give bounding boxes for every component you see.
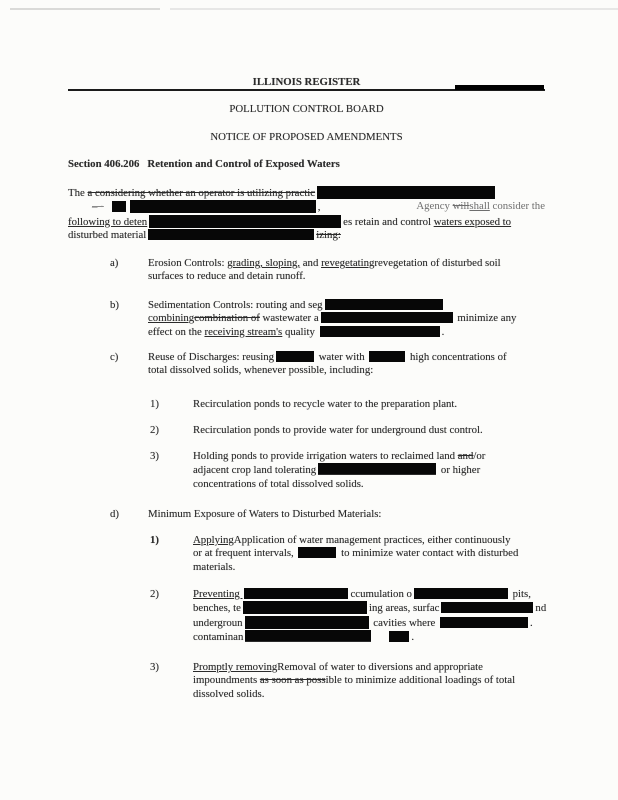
item-c-text: water with — [316, 351, 368, 363]
redaction-bar — [245, 616, 369, 629]
intro-text: consider the — [489, 200, 545, 213]
item-a — [110, 257, 545, 284]
item-d3-underlined-text: Promptly removing — [193, 661, 278, 673]
item-d2-text: nd — [535, 602, 547, 615]
redaction-bar — [130, 200, 316, 213]
section-heading — [68, 158, 340, 171]
item-a-text: surfaces to reduce and detain runoff. — [148, 270, 306, 283]
item-c3-label: 3) — [150, 450, 159, 462]
redaction-bar — [318, 463, 436, 475]
item-d2-text: ccumulation o — [350, 588, 412, 600]
item-c3-text: or higher — [438, 464, 481, 477]
redaction-bar — [276, 351, 314, 362]
intro-underlined-text: shall — [469, 200, 490, 213]
item-b-struck-text: combination of — [194, 312, 260, 325]
redaction-bar — [148, 229, 314, 240]
item-d2-text: benches, te — [193, 602, 241, 615]
redaction-bar — [369, 351, 405, 362]
intro-struck-text: izing: — [316, 228, 341, 241]
item-d2-text: undergroun — [193, 616, 243, 629]
item-a-text: and — [300, 257, 322, 269]
item-c3-text: Holding ponds to provide irrigation waters to reclaimed land — [193, 450, 458, 462]
scan-marks: – · — [92, 201, 104, 214]
item-d2-text: pits, — [509, 588, 531, 600]
intro-underlined-text: waters exposed to — [433, 215, 512, 228]
header-redaction-bar — [455, 85, 544, 90]
item-c3-text: /or — [473, 450, 486, 462]
item-d2-text: . — [530, 616, 533, 629]
notice-title: NOTICE OF PROPOSED AMENDMENTS — [210, 131, 403, 143]
redaction-bar — [298, 547, 336, 558]
item-d2-text: . — [411, 630, 415, 643]
item-a-text: Erosion Controls: — [148, 257, 228, 269]
item-d-heading: Minimum Exposure of Waters to Disturbed Materials: — [148, 508, 382, 520]
redaction-bar — [317, 186, 495, 199]
item-d2-text: ing areas, surfac — [368, 602, 440, 615]
intro-line-3 — [68, 215, 545, 229]
item-d2-text: contaminan — [193, 630, 244, 643]
item-a-text: revegetation of disturbed soil — [374, 257, 501, 269]
item-c-text: total dissolved solids, whenever possible, including: — [148, 364, 374, 377]
redaction-bar — [244, 588, 348, 599]
item-b-text: Sedimentation Controls: routing and seg — [148, 299, 323, 311]
item-d3-label: 3) — [150, 661, 159, 673]
item-a-underlined-text: revegetating — [321, 257, 375, 269]
item-b-text: minimize any — [454, 312, 517, 325]
item-b-text: effect on the — [148, 325, 205, 338]
item-d3-struck-text: as soon as poss — [259, 674, 326, 687]
scan-artifact-top-left — [10, 8, 160, 10]
redaction-bar — [325, 299, 443, 310]
item-c-label: c) — [110, 351, 119, 363]
item-b-text: wastewater a — [259, 312, 319, 325]
item-c3-text: concentrations of total dissolved solids. — [193, 477, 364, 490]
redaction-bar — [243, 601, 367, 614]
item-d2-text: cavities where — [370, 616, 439, 629]
item-d1-text: materials. — [193, 560, 236, 573]
item-b-text: quality — [282, 325, 318, 338]
intro-text: disturbed material — [68, 228, 147, 241]
item-a-label: a) — [110, 257, 119, 269]
item-b — [110, 299, 545, 339]
item-c2 — [150, 424, 545, 437]
item-d3-text: dissolved solids. — [193, 687, 265, 700]
intro-text: Agency — [416, 200, 453, 213]
item-d3-text: impoundments — [193, 674, 260, 687]
item-c-text: high concentrations of — [407, 351, 507, 363]
redaction-bar — [440, 617, 528, 628]
item-c3 — [150, 450, 545, 491]
item-a-underlined-text: grading, sloping, — [227, 257, 301, 269]
item-b-underlined-text: receiving stream's — [204, 325, 283, 338]
item-c-text: Reuse of Discharges: reusing — [148, 351, 275, 363]
item-c3-text: adjacent crop land tolerating — [193, 464, 317, 477]
item-d1-underlined-text: Applying — [193, 534, 234, 546]
item-c2-label: 2) — [150, 424, 159, 436]
item-d1-text: to minimize water contact with disturbed — [338, 547, 519, 560]
item-c1 — [150, 398, 545, 411]
item-b-label: b) — [110, 299, 119, 311]
intro-text: , — [317, 201, 321, 214]
item-c1-text: Recirculation ponds to recycle water to the preparation plant. — [193, 398, 458, 410]
intro-underlined-text: following to deten — [68, 215, 148, 228]
item-d — [110, 508, 545, 521]
item-d-label: d) — [110, 508, 119, 520]
intro-line-4 — [68, 229, 545, 242]
redaction-bar — [149, 215, 341, 228]
redaction-bar — [320, 326, 440, 337]
intro-text: es retain and control — [343, 215, 434, 228]
intro-struck-text: will — [452, 200, 470, 213]
item-c2-text: Recirculation ponds to provide water for underground dust control. — [193, 424, 483, 436]
item-c1-label: 1) — [150, 398, 159, 410]
item-d1-label: 1) — [150, 534, 159, 546]
item-b-underlined-text: combining — [148, 312, 195, 325]
section-number: Section 406.206 — [68, 158, 140, 170]
intro-text: The — [68, 187, 88, 199]
item-b-text: . — [441, 325, 445, 338]
intro-line-1 — [68, 186, 545, 200]
item-c — [110, 351, 545, 378]
item-d3 — [150, 661, 545, 701]
item-d3-text: ible to minimize additional loadings of total — [325, 674, 516, 687]
item-d1-text: or at frequent intervals, — [193, 547, 297, 560]
intro-paragraph — [68, 186, 545, 242]
item-d3-text: Removal of water to diversions and appropriate — [277, 661, 483, 673]
scan-artifact-top — [170, 8, 618, 10]
redaction-bar — [112, 201, 126, 212]
item-d2 — [150, 588, 545, 644]
intro-struck-text: a considering whether an operator is utilizing practic — [87, 187, 316, 199]
redaction-bar — [414, 588, 508, 599]
redaction-bar — [321, 312, 453, 323]
intro-line-2 — [68, 200, 545, 214]
redaction-bar — [245, 630, 371, 642]
section-title: Retention and Control of Exposed Waters — [147, 158, 340, 170]
register-title: ILLINOIS REGISTER — [252, 76, 361, 88]
board-title: POLLUTION CONTROL BOARD — [229, 103, 384, 115]
item-d2-label: 2) — [150, 588, 159, 600]
item-d1-text: Application of water management practices, either continuously — [233, 534, 511, 546]
item-d1 — [150, 534, 545, 574]
item-d2-underlined-text: Preventing — [193, 588, 243, 600]
redaction-bar — [389, 631, 409, 642]
redaction-bar — [441, 602, 533, 613]
item-c3-struck-text: and — [457, 450, 474, 462]
